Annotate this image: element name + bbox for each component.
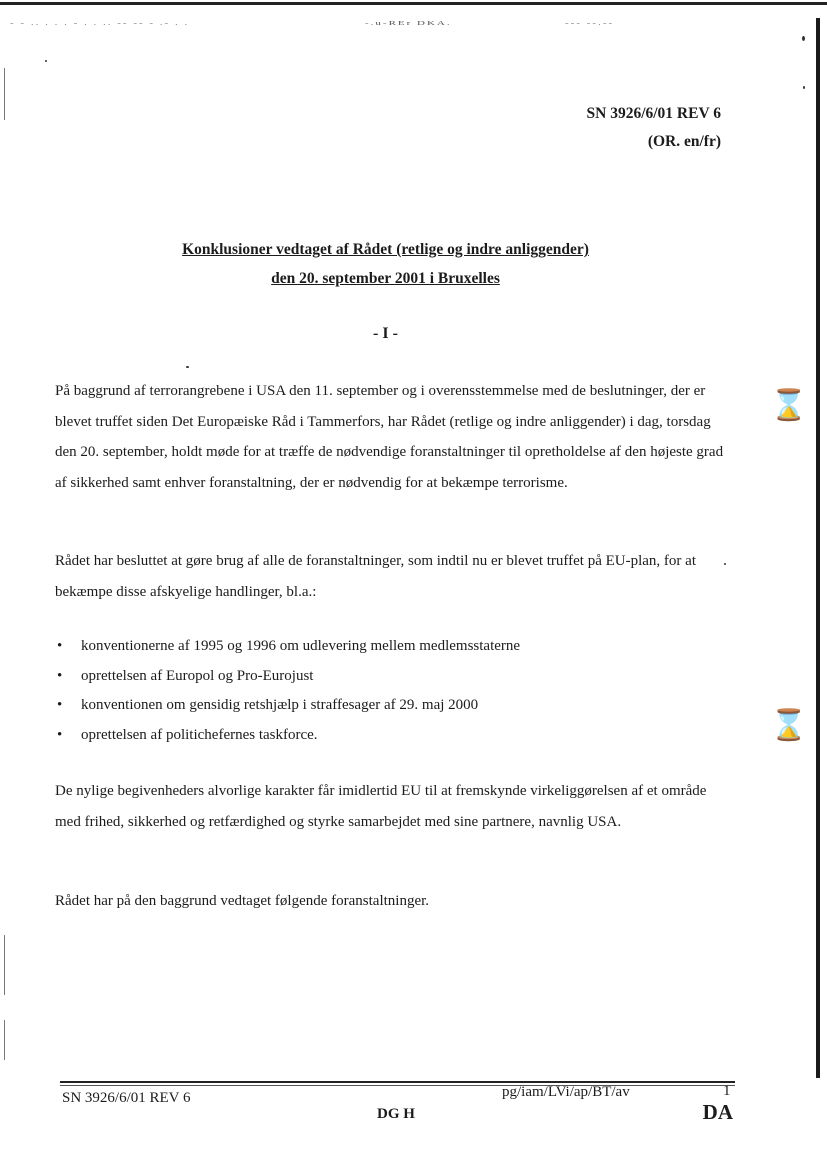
scan-speck bbox=[802, 36, 805, 41]
scan-speck bbox=[803, 86, 805, 89]
scan-right-edge bbox=[816, 18, 820, 1078]
section-marker: - I - bbox=[373, 325, 398, 342]
scan-margin-mark bbox=[4, 935, 5, 995]
scan-speck bbox=[45, 60, 47, 62]
footer-directorate: DG H bbox=[377, 1106, 415, 1122]
footer-page-number: 1 bbox=[723, 1083, 731, 1099]
scan-speck bbox=[186, 366, 189, 368]
fax-header-segment: -.u-REr DKA. bbox=[365, 20, 452, 27]
paragraph-intro: På baggrund af terrorangrebene i USA den 11. september og i overensstemmelse med de beslutninger, der er blevet truffet siden Det Europæiske Råd i Tammerfors, har Rådet (retlige og indre anliggender) i dag, torsdag den 20. september, holdt møde for at træffe de nødvendige foranstaltninger til opretholdelse af den højeste grad af sikkerhed samt enhver foranstaltning, der er nødvendig for at bekæmpe terrorisme. bbox=[55, 383, 724, 491]
bullet-icon: • bbox=[57, 726, 63, 743]
footer-divider bbox=[60, 1085, 735, 1086]
paragraph-urgency: De nylige begivenheders alvorlige karakter får imidlertid EU til at fremskynde virkeliggørelsen af et område med frihed, sikkerhed og retfærdighed og styrke samarbejdet med sine partnere, navnlig USA. bbox=[55, 783, 707, 830]
scan-top-edge bbox=[0, 2, 827, 5]
punch-hole-mark-icon: ⌛ bbox=[770, 388, 808, 423]
list-item-text: konventionerne af 1995 og 1996 om udlevering mellem medlemsstaterne bbox=[81, 638, 521, 654]
list-item bbox=[55, 691, 725, 721]
bullet-icon: • bbox=[57, 667, 63, 684]
paragraph-measures: Rådet har besluttet at gøre brug af alle de foranstaltninger, som indtil nu er blevet truffet på EU-plan, for at bekæmpe disse afskyelige handlinger, bl.a.: bbox=[55, 553, 696, 600]
footer-reference-code: pg/iam/LVi/ap/BT/av bbox=[502, 1084, 630, 1100]
document-subtitle: den 20. september 2001 i Bruxelles bbox=[271, 270, 500, 287]
list-item bbox=[55, 632, 725, 662]
fax-header-segment: - - .. . . . - . . .. -- -- - .- . . bbox=[10, 20, 190, 27]
document-reference bbox=[587, 100, 722, 156]
bullet-icon: • bbox=[57, 697, 63, 713]
list-item-text: oprettelsen af Europol og Pro-Eurojust bbox=[81, 667, 314, 684]
list-item bbox=[55, 721, 725, 751]
footer-document-number: SN 3926/6/01 REV 6 bbox=[62, 1090, 191, 1106]
scan-margin-mark bbox=[4, 68, 5, 120]
document-number: SN 3926/6/01 REV 6 bbox=[586, 105, 721, 122]
fax-transmission-header bbox=[10, 20, 810, 40]
scan-margin-mark bbox=[4, 1020, 5, 1060]
footer-divider bbox=[60, 1081, 735, 1083]
list-item bbox=[55, 662, 725, 692]
original-language: (OR. en/fr) bbox=[647, 133, 721, 150]
list-item-text: oprettelsen af politichefernes taskforce. bbox=[81, 726, 318, 743]
bullet-icon: • bbox=[57, 638, 63, 654]
footer-language: DA bbox=[702, 1100, 733, 1124]
document-title: Konklusioner vedtaget af Rådet (retlige og indre anliggender) bbox=[182, 241, 589, 258]
fax-header-segment: --- --.-- bbox=[565, 20, 615, 27]
punch-hole-mark-icon: ⌛ bbox=[770, 708, 808, 743]
measures-list bbox=[55, 632, 725, 750]
list-item-text: konventionen om gensidig retshjælp i straffesager af 29. maj 2000 bbox=[81, 697, 479, 713]
paragraph-conclusion: Rådet har på den baggrund vedtaget følgende foranstaltninger. bbox=[55, 893, 430, 909]
